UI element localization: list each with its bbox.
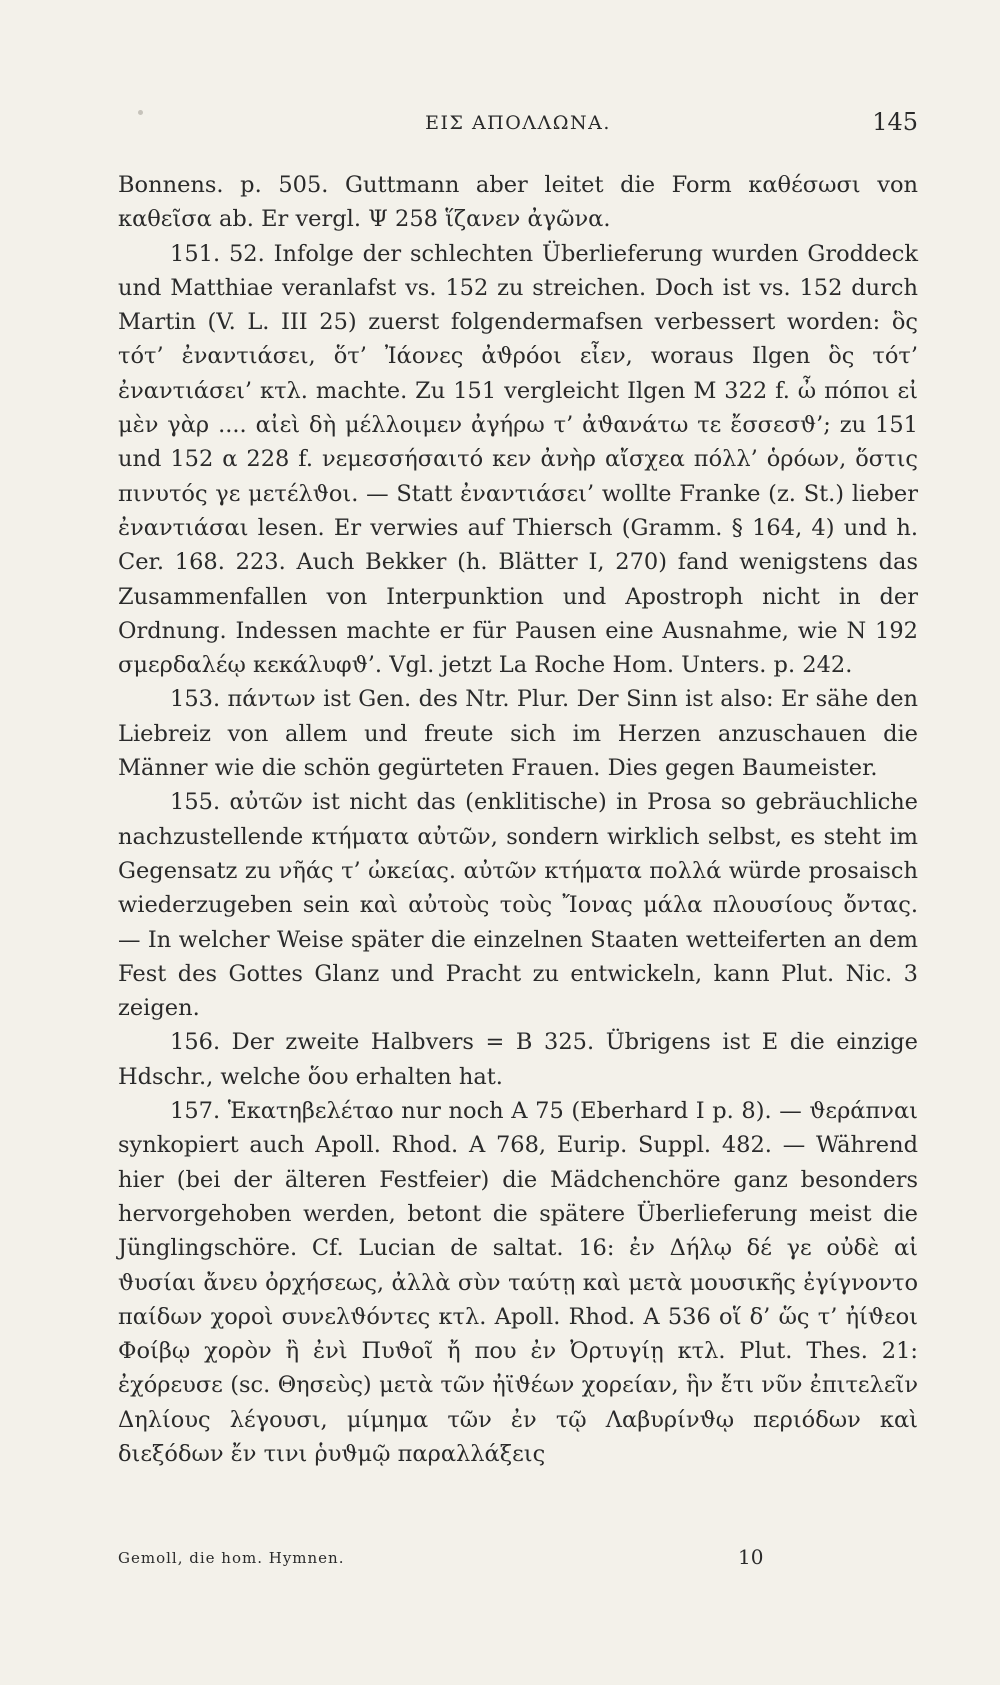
paragraph-note-156: 156. Der zweite Halbvers = B 325. Übrigens ist E die einzige Hdschr., welche ὅου erhalten hat. (118, 1029, 918, 1090)
page-number: 145 (872, 108, 918, 136)
paragraph-note-151: 151. 52. Infolge der schlechten Überlieferung wurden Groddeck und Matthiae veranlafst vs. 152 zu streichen. Doch ist vs. 152 durch Martin (V. L. III 25) zuerst folgendermafsen verbessert worden: ὃς τότ’ ἐναντιάσει, ὅτ’ Ἰάονες ἀϑρόοι εἶεν, woraus Ilgen ὃς τότ’ ἐναντιάσει’ κτλ. machte. Zu 151 vergleicht Ilgen M 322 f. ὦ πόποι εἰ μὲν γὰρ .... αἰεὶ δὴ μέλλοιμεν ἀγήρω τ’ ἀϑανάτω τε ἔσσεσϑ’; zu 151 und 152 α 228 f. νεμεσσήσαιτό κεν ἀνὴρ αἴσχεα πόλλ’ ὁρόων, ὅστις πινυτός γε μετέλϑοι. — Statt ἐναντιάσει’ wollte Franke (z. St.) lieber ἐναντιάσαι lesen. Er verwies auf Thiersch (Gramm. § 164, 4) und h. Cer. 168. 223. Auch Bekker (h. Blätter I, 270) fand wenigstens das Zusammenfallen von Interpunktion und Apostroph nicht in der Ordnung. Indessen machte er für Pausen eine Ausnahme, wie N 192 σμερδαλέῳ κεκάλυφϑ’. Vgl. jetzt La Roche Hom. Unters. p. 242. (118, 240, 918, 679)
paragraph-note-155: 155. αὐτῶν ist nicht das (enklitische) in Prosa so gebräuchliche nachzustellende κτήματα αὐτῶν, sondern wirklich selbst, es steht im Gegensatz zu νῆάς τ’ ὠκείας. αὐτῶν κτήματα πολλά würde prosaisch wiederzugeben sein καὶ αὐτοὺς τοὺς Ἴονας μάλα πλουσίους ὄντας. — In welcher Weise später die einzelnen Staaten wetteiferten an dem Fest des Gottes Glanz und Pracht zu entwickeln, kann Plut. Nic. 3 zeigen. (118, 789, 918, 1022)
sheet-number: 10 (738, 1545, 764, 1569)
commentary-body (118, 168, 918, 1471)
paragraph-continuation: Bonnens. p. 505. Guttmann aber leitet die Form καθέσωσι von καθεῖσα ab. Er vergl. Ψ 258 ἵζανεν ἀγῶνα. (118, 172, 918, 233)
running-title: ΕΙΣ ΑΠΟΛΛΩΝΑ. (425, 112, 611, 134)
printer-signature: Gemoll, die hom. Hymnen. (118, 1549, 345, 1567)
paragraph-note-157: 157. Ἑκατηβελέταο nur noch A 75 (Eberhard I p. 8). — ϑεράπναι synkopiert auch Apoll. Rhod. A 768, Eurip. Suppl. 482. — Während hier (bei der älteren Festfeier) die Mädchenchöre ganz besonders hervorgehoben werden, betont die spätere Überlieferung meist die Jünglingschöre. Cf. Lucian de saltat. 16: ἐν Δήλῳ δέ γε οὐδὲ αἱ ϑυσίαι ἄνευ ὀρχήσεως, ἀλλὰ σὺν ταύτῃ καὶ μετὰ μουσικῆς ἐγίγνοντο παίδων χοροὶ συνελϑόντες κτλ. Apoll. Rhod. A 536 οἵ δ’ ὥς τ’ ἠίϑεοι Φοίβῳ χορὸν ἢ ἐνὶ Πυϑοῖ ἤ που ἐν Ὀρτυγίῃ κτλ. Plut. Thes. 21: ἐχόρευσε (sc. Θησεὺς) μετὰ τῶν ἠϊϑέων χορείαν, ἣν ἔτι νῦν ἐπιτελεῖν Δηλίους λέγουσι, μίμημα τῶν ἐν τῷ Λαβυρίνϑῳ περιόδων καὶ διεξόδων ἔν τινι ῥυϑμῷ παραλλάξεις (118, 1098, 918, 1467)
page-footer (118, 1545, 918, 1575)
paragraph-note-153: 153. πάντων ist Gen. des Ntr. Plur. Der Sinn ist also: Er sähe den Liebreiz von allem und freute sich im Herzen anzuschauen die Männer wie die schön gegürteten Frauen. Dies gegen Baumeister. (118, 686, 918, 782)
page-header (118, 108, 918, 142)
